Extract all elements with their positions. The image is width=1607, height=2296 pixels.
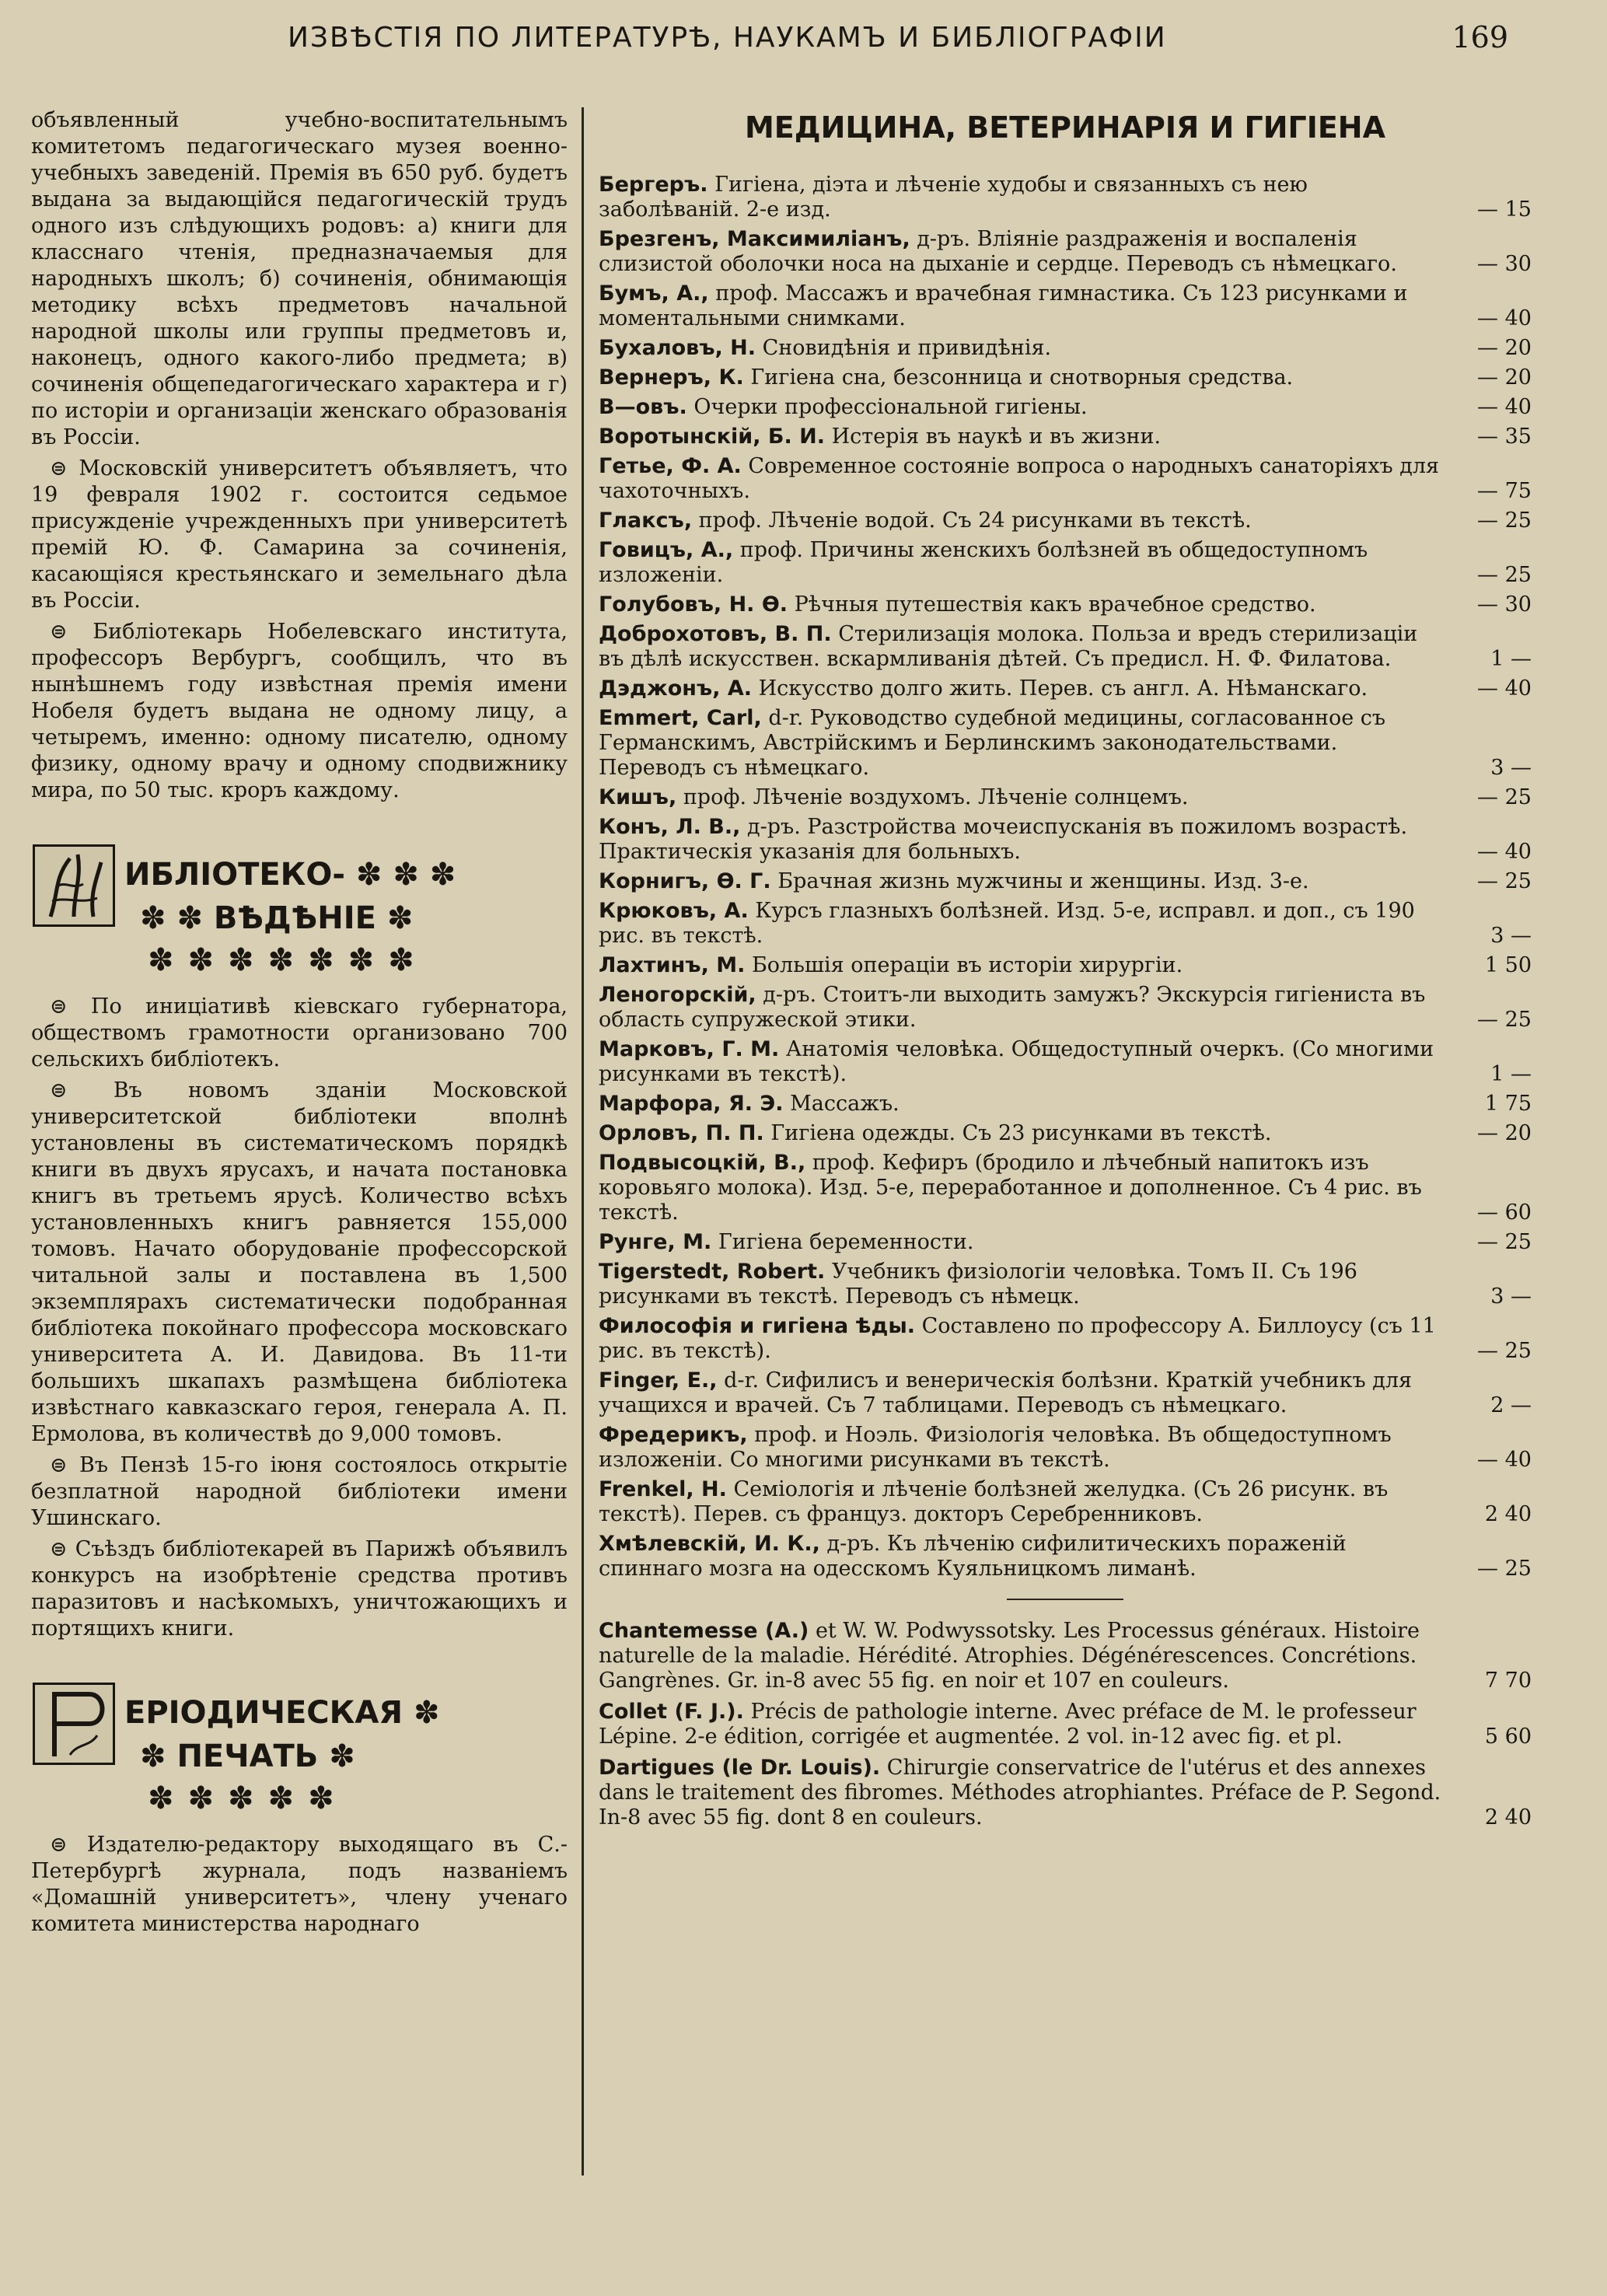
bibliography-entry [599, 1756, 1532, 1830]
entry-author: Бумъ, А., [599, 281, 709, 306]
entry-price: — 35 [1477, 425, 1532, 449]
bibliography-list [599, 173, 1532, 1581]
entry-price: 1 50 [1484, 953, 1532, 977]
entry-author: Фредерикъ, [599, 1423, 748, 1447]
entry-title: Анатомія человѣка. Общедоступный очеркъ. (Со многими рисунками въ текстѣ). [599, 1037, 1434, 1086]
entry-price: — 25 [1477, 1339, 1532, 1363]
entry-price: 2 — [1490, 1393, 1532, 1417]
bibliography-entry [599, 1121, 1532, 1146]
entry-author: Леногорскій, [599, 983, 756, 1007]
entry-title: проф. Массажъ и врачебная гимнастика. Съ 123 рисунками и моментальными снимками. [599, 281, 1408, 330]
entry-author: Крюковъ, А. [599, 899, 749, 923]
left-column [31, 107, 568, 1942]
bibliography-entry [599, 1477, 1532, 1527]
entry-author: Философія и гигіена ѣды. [599, 1314, 915, 1338]
kiev-paragraph: ⊜ По иниціативѣ кіевскаго губернатора, обществомъ грамотности организовано 700 сельскихъ библіотекъ. [31, 994, 568, 1071]
section-title-line1: ИБЛІОТЕКО- ✽ ✽ ✽ [124, 857, 456, 893]
entry-price: — 30 [1477, 252, 1532, 276]
entry-price: — 40 [1477, 395, 1532, 419]
entry-title: Искусство долго жить. Перев. съ англ. А. Нѣманскаго. [758, 676, 1368, 701]
moscow-library-paragraph: ⊜ Въ новомъ зданіи Московской университетской библіотеки вполнѣ установлены въ систематическомъ порядкѣ книги въ двухъ ярусахъ, и начата постановка книгъ въ третьемъ ярусѣ. Количество всѣхъ установленныхъ книгъ равняется 155,000 томовъ. Начато оборудованіе профессорской читальной залы и поставлена въ 1,500 экземплярахъ систематически подобранная библіотека покойнаго профессора московскаго университета А. И. Давидова. Въ 11-ти большихъ шкапахъ размѣщена библіотека извѣстнаго кавказскаго героя, генерала А. П. Ермолова, въ количествѣ до 9,000 томовъ. [31, 1078, 568, 1446]
bibliography-entry [599, 1151, 1532, 1225]
bibliography-entry [599, 1314, 1532, 1364]
entry-author: Доброхотовъ, В. П. [599, 622, 832, 646]
paris-paragraph: ⊜ Съѣздъ библіотекарей въ Парижѣ объявилъ конкурсъ на изобрѣтеніе средства противъ паразитовъ и насѣкомыхъ, уничтожающихъ и портящихъ книги. [31, 1537, 568, 1641]
entry-price: — 60 [1477, 1200, 1532, 1225]
bibliography-entry [599, 899, 1532, 949]
bibliography-entry [599, 815, 1532, 865]
entry-author: Tigerstedt, Robert. [599, 1260, 826, 1284]
entry-title: Гигіена беременности. [718, 1230, 974, 1254]
bibliography-entry [599, 336, 1532, 361]
entry-title: et W. W. Podwyssotsky. Les Processus généraux. Histoire naturelle de la maladie. Hérédité. Atrophies. Dégénérescences. Concrétions. Gangrènes. Gr. in-8 avec 55 fig. en noir et 107 en couleurs. [599, 1619, 1420, 1693]
entry-author: Марфора, Я. Э. [599, 1092, 784, 1116]
bibliography-entry [599, 395, 1532, 420]
entry-title: Семіологія и лѣченіе болѣзней желудка. (Съ 26 рисунк. въ текстѣ). Перев. съ француз. докторъ Серебренниковъ. [599, 1477, 1389, 1526]
entry-author: Рунге, М. [599, 1230, 712, 1254]
entry-author: В—овъ. [599, 395, 687, 419]
section-title-line2: ✽ ✽ ВѢДѢНІЕ ✽ [140, 900, 414, 936]
entry-title: д-ръ. Разстройства мочеиспусканія въ пожиломъ возрастѣ. Практическія указанія для больныхъ. [599, 815, 1408, 864]
entry-title: Брачная жизнь мужчины и женщины. Изд. 3-е. [777, 869, 1309, 893]
entry-author: Хмѣлевскій, И. К., [599, 1532, 820, 1556]
entry-author: Лахтинъ, М. [599, 953, 746, 977]
french-bibliography-list [599, 1619, 1532, 1830]
bibliography-entry [599, 1368, 1532, 1418]
entry-author: Орловъ, П. П. [599, 1121, 764, 1145]
bibliography-entry [599, 173, 1532, 222]
entry-title: Стерилизація молока. Польза и вредъ стерилизаціи въ дѣлѣ искусствен. вскармливанія дѣтей. Съ предисл. Н. Ф. Филатова. [599, 622, 1418, 671]
entry-title: проф. Кефиръ (бродило и лѣчебный напитокъ изъ коровьяго молока). Изд. 5-е, переработанное и дополненное. Съ 4 рис. въ текстѣ. [599, 1151, 1422, 1225]
bibliography-entry [599, 622, 1532, 672]
bibliography-entry [599, 676, 1532, 701]
entry-price: — 30 [1477, 592, 1532, 617]
entry-price: 1 — [1490, 647, 1532, 671]
entry-price: 1 75 [1484, 1092, 1532, 1116]
bibliography-entry [599, 1619, 1532, 1693]
entry-author: Кишъ, [599, 785, 677, 809]
bibliography-entry [599, 785, 1532, 810]
entry-price: 5 60 [1484, 1725, 1532, 1749]
nobel-paragraph: ⊜ Библіотекарь Нобелевскаго института, профессоръ Вербургъ, сообщилъ, что въ нынѣшнемъ году извѣстная премія имени Нобеля будетъ выдана не одному лицу, а четыремъ, именно: одному писателю, одному физику, одному врачу и одному сподвижнику мира, по 50 тыс. кроръ каждому. [31, 620, 568, 802]
section-title-line1: ЕРІОДИЧЕСКАЯ ✽ [124, 1695, 440, 1731]
running-title: ИЗВѢСТІЯ ПО ЛИТЕРАТУРѢ, НАУКАМЪ И БИБЛІОГРАФІИ [288, 22, 1167, 54]
bibliography-entry [599, 538, 1532, 588]
entry-author: Гетье, Ф. А. [599, 454, 742, 478]
entry-price: 3 — [1490, 756, 1532, 780]
entry-title: Большія операціи въ исторіи хирургіи. [751, 953, 1183, 977]
bibliography-entry [599, 1037, 1532, 1087]
entry-author: Вернеръ, К. [599, 365, 744, 390]
entry-title: Chirurgie conservatrice de l'utérus et des annexes dans le traitement des fibromes. Méthodes atrophiantes. Préface de P. Segond. In-8 avec 55 fig. dont 8 en couleurs. [599, 1756, 1441, 1829]
section-periodicals-heading [31, 1681, 568, 1816]
entry-author: Frenkel, H. [599, 1477, 727, 1501]
entry-price: — 25 [1477, 1557, 1532, 1581]
entry-price: — 25 [1477, 1008, 1532, 1032]
entry-author: Воротынскій, Б. И. [599, 425, 825, 449]
entry-price: — 15 [1477, 197, 1532, 222]
ornamental-initial-b-icon [33, 844, 115, 927]
entry-price: 1 — [1490, 1062, 1532, 1086]
bibliography-entry [599, 281, 1532, 331]
entry-title: д-ръ. Вліяніе раздраженія и воспаленія слизистой оболочки носа на дыханіе и сердце. Переводъ съ нѣмецкаго. [599, 227, 1397, 276]
editor-paragraph: ⊜ Издателю-редактору выходящаго въ С.-Петербургѣ журнала, подъ названіемъ «Домашній университетъ», члену ученаго комитета министерства народнаго [31, 1833, 568, 1936]
entry-author: Finger, E., [599, 1368, 718, 1393]
bibliography-entry [599, 983, 1532, 1033]
entry-price: 2 40 [1484, 1502, 1532, 1526]
bibliography-entry [599, 869, 1532, 894]
entry-price: — 75 [1477, 479, 1532, 503]
entry-title: d-r. Сифилисъ и венерическія болѣзни. Краткій учебникъ для учащихся и врачей. Съ 7 таблицами. Переводъ съ нѣмецкаго. [599, 1368, 1413, 1417]
entry-title: Рѣчныя путешествія какъ врачебное средство. [794, 592, 1316, 617]
entry-author: Бухаловъ, Н. [599, 336, 756, 360]
section-title-line2: ✽ ПЕЧАТЬ ✽ [140, 1739, 355, 1774]
entry-title: Истерія въ наукѣ и въ жизни. [831, 425, 1162, 449]
bibliography-entry [599, 953, 1532, 978]
entry-title: Курсъ глазныхъ болѣзней. Изд. 5-е, исправл. и доп., съ 190 рис. въ текстѣ. [599, 899, 1415, 948]
section-divider-rule [1007, 1599, 1123, 1600]
entry-price: — 20 [1477, 365, 1532, 390]
entry-title: Очерки профессіональной гигіены. [693, 395, 1088, 419]
entry-price: — 25 [1477, 785, 1532, 809]
entry-price: — 40 [1477, 676, 1532, 701]
prize-paragraph: объявленный учебно-воспитательнымъ комитетомъ педагогическаго музея военно-учебныхъ заведеній. Премія въ 650 руб. будетъ выдана за выдающійся педагогическій трудъ одного изъ слѣдующихъ родовъ: а) книги для класснаго чтенія, предназначаемыя для народныхъ школъ; б) сочиненія, обнимающія методику всѣхъ предметовъ начальной народной школы или группы предметовъ и, наконецъ, одного какого-либо предмета; в) сочиненія общепедагогическаго характера и г) по исторіи и организаціи женскаго образованія въ Россіи. [31, 108, 568, 449]
bibliography-entry [599, 365, 1532, 390]
bibliography-entry [599, 1700, 1532, 1749]
entry-title: д-ръ. Стоитъ-ли выходить замужъ? Экскурсія гигіениста въ область супружеской этики. [599, 983, 1426, 1032]
entry-author: Emmert, Carl, [599, 706, 762, 730]
entry-title: проф. Лѣченіе воздухомъ. Лѣченіе солнцемъ. [683, 785, 1189, 809]
section-medicine-heading: МЕДИЦИНА, ВЕТЕРИНАРІЯ И ГИГІЕНА [744, 110, 1386, 145]
entry-price: — 40 [1477, 306, 1532, 330]
entry-price: 3 — [1490, 924, 1532, 948]
bibliography-entry [599, 1260, 1532, 1309]
entry-price: — 40 [1477, 840, 1532, 864]
entry-price: 7 70 [1484, 1669, 1532, 1693]
entry-author: Глаксъ, [599, 508, 693, 533]
entry-author: Collet (F. J.). [599, 1700, 744, 1724]
entry-author: Марковъ, Г. М. [599, 1037, 780, 1061]
entry-title: Современное состояніе вопроса о народныхъ санаторіяхъ для чахоточныхъ. [599, 454, 1440, 503]
entry-author: Брезгенъ, Максимиліанъ, [599, 227, 910, 251]
bibliography-entry [599, 1423, 1532, 1473]
entry-title: Гигіена, діэта и лѣченіе худобы и связанныхъ съ нею заболѣваній. 2-е изд. [599, 173, 1308, 222]
entry-title: проф. Лѣченіе водой. Съ 24 рисунками въ текстѣ. [698, 508, 1252, 533]
bibliography-entry [599, 1092, 1532, 1117]
entry-title: проф. Причины женскихъ болѣзней въ общедоступномъ изложеніи. [599, 538, 1368, 587]
entry-title: Массажъ. [790, 1092, 900, 1116]
right-column [599, 107, 1532, 1836]
entry-title: Составлено по профессору А. Биллоусу (съ 11 рис. въ текстѣ). [599, 1314, 1436, 1363]
section-ornament-line: ✽✽✽✽✽ [148, 1781, 348, 1816]
entry-author: Корнигъ, Ѳ. Г. [599, 869, 771, 893]
entry-author: Подвысоцкій, В., [599, 1151, 806, 1175]
entry-title: Учебникъ физіологіи человѣка. Томъ II. Съ 196 рисунками въ текстѣ. Переводъ съ нѣмецк. [599, 1260, 1357, 1309]
entry-price: — 25 [1477, 508, 1532, 533]
entry-title: Сновидѣнія и привидѣнія. [762, 336, 1052, 360]
bibliography-entry [599, 227, 1532, 277]
section-ornament-line: ✽✽✽✽✽✽✽ [148, 942, 428, 978]
entry-author: Говицъ, А., [599, 538, 734, 562]
entry-author: Конъ, Л. В., [599, 815, 741, 839]
bibliography-entry [599, 592, 1532, 617]
entry-title: д-ръ. Къ лѣченію сифилитическихъ пораженій спиннаго мозга на одесскомъ Куяльницкомъ лиманѣ. [599, 1532, 1347, 1581]
page-number: 169 [1452, 20, 1508, 54]
entry-author: Chantemesse (A.) [599, 1619, 809, 1643]
bibliography-entry [599, 425, 1532, 449]
entry-price: — 25 [1477, 1230, 1532, 1254]
moscow-university-paragraph: ⊜ Московскій университетъ объявляетъ, что 19 февраля 1902 г. состоится седьмое присужденіе учрежденныхъ при университетѣ премій Ю. Ф. Самарина за сочиненія, касающіяся крестьянскаго и земельнаго дѣла въ Россіи. [31, 456, 568, 613]
bibliography-entry [599, 454, 1532, 504]
bibliography-entry [599, 706, 1532, 781]
entry-price: — 20 [1477, 336, 1532, 360]
entry-title: d-r. Руководство судебной медицины, согласованное съ Германскимъ, Австрійскимъ и Берлинскимъ законодательствами. Переводъ съ нѣмецкаго. [599, 706, 1386, 780]
entry-title: Гигіена сна, безсонница и снотворныя средства. [750, 365, 1294, 390]
entry-price: — 25 [1477, 869, 1532, 893]
bibliography-entry [599, 1532, 1532, 1581]
entry-price: — 25 [1477, 563, 1532, 587]
entry-price: 2 40 [1484, 1805, 1532, 1829]
bibliography-entry [599, 508, 1532, 533]
running-header [31, 16, 1508, 62]
penza-paragraph: ⊜ Въ Пензѣ 15-го іюня состоялось открытіе безплатной народной библіотеки имени Ушинскаго. [31, 1453, 568, 1530]
entry-title: проф. и Ноэль. Физіологія человѣка. Въ общедоступномъ изложеніи. Со многими рисунками въ текстѣ. [599, 1423, 1392, 1472]
entry-author: Дэджонъ, А. [599, 676, 753, 701]
entry-title: Précis de pathologie interne. Avec préface de M. le professeur Lépine. 2-e édition, corrigée et augmentée. 2 vol. in-12 avec fig. et pl. [599, 1700, 1417, 1749]
entry-price: — 40 [1477, 1448, 1532, 1472]
entry-title: Гигіена одежды. Съ 23 рисунками въ текстѣ. [770, 1121, 1272, 1145]
section-librarianship-heading [31, 843, 568, 978]
entry-author: Голубовъ, Н. Ѳ. [599, 592, 788, 617]
entry-author: Dartigues (le Dr. Louis). [599, 1756, 881, 1780]
column-divider [582, 107, 584, 2175]
ornamental-initial-p-icon [33, 1683, 115, 1765]
entry-price: — 20 [1477, 1121, 1532, 1145]
bibliography-entry [599, 1230, 1532, 1255]
entry-author: Бергеръ. [599, 173, 708, 197]
entry-price: 3 — [1490, 1284, 1532, 1309]
